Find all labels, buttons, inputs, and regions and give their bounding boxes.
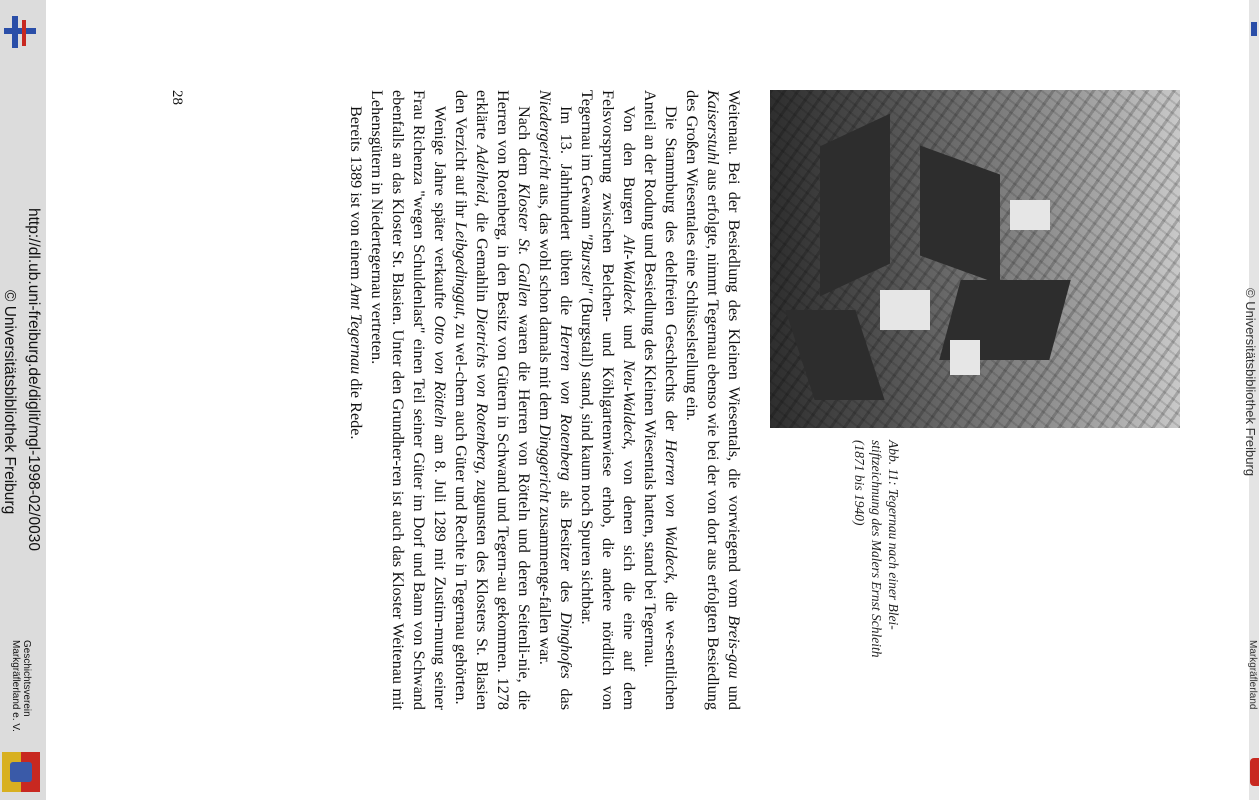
italic-term: Adelheid bbox=[473, 145, 491, 203]
society-name bbox=[10, 640, 32, 732]
italic-term: Alt-Waldeck bbox=[620, 235, 638, 314]
italic-term: Dinggericht bbox=[536, 424, 554, 503]
text-run: , die we-sentlichen Anteil an der Rodung und Besiedlung des Kleinen Wiesentals hatten, stand bei Tegernau. bbox=[641, 90, 680, 710]
text-run: Von den Burgen bbox=[620, 106, 638, 236]
italic-term: Neu-Waldeck bbox=[620, 359, 638, 446]
text-run: zusammenge-fallen war. bbox=[536, 502, 554, 665]
library-logo-icon bbox=[4, 14, 36, 48]
italic-term: Kloster St. Gallen bbox=[515, 183, 533, 307]
caption-text: Tegernau nach einer Blei-stiftzeichnung des Malers Ernst Schleith (1871 bis 1940) bbox=[852, 440, 901, 658]
paragraph bbox=[681, 90, 744, 710]
text-run: am 8. Juli 1289 mit Zustim-mung seiner Frau Richenza "wegen Schuldenlast" einen Teil seiner Güter im Dorf und Bann von Schwand ebenfalls an das Kloster St. Blasien. Unter den Grundher-ren ist auch das Kloster Weitenau mit Lehensgütern in Niedertegernau vertreten. bbox=[368, 90, 449, 711]
text-run: waren die Herren von Rötteln und deren Seitenli-nie, die Herren von Rotenberg, in den Besitz von Gütern in Schwand und Tegern-au gekommen. 1278 erklärte bbox=[473, 90, 533, 710]
text-run: Weitenau. Bei der Besiedlung des Kleinen Wiesentals, die vorwiegend vom bbox=[725, 90, 743, 616]
right-library-credit: © Universitätsbibliothek Freiburg bbox=[1243, 288, 1258, 477]
text-run: und bbox=[620, 313, 638, 360]
italic-term: Herren von Rotenberg bbox=[557, 324, 575, 481]
paragraph bbox=[534, 90, 576, 710]
italic-term: "Burstel" bbox=[578, 233, 596, 294]
italic-term: Breis-gau bbox=[725, 615, 743, 679]
village-drawing-image bbox=[770, 90, 1180, 428]
text-run: , die Gemahlin bbox=[473, 202, 491, 308]
paragraph bbox=[576, 90, 639, 710]
body-text bbox=[345, 90, 744, 710]
text-run: Bereits 1389 ist von einem bbox=[347, 106, 365, 284]
italic-term: Amt Tegernau bbox=[347, 283, 365, 375]
paragraph bbox=[345, 90, 366, 710]
italic-term: Otto von Rötteln bbox=[431, 315, 449, 428]
text-run: Wenige Jahre später verkaufte bbox=[431, 106, 449, 316]
right-logo-fragment-icon bbox=[1251, 22, 1257, 36]
society-crest-icon bbox=[2, 752, 40, 792]
right-society-name: Markgräflerland bbox=[1247, 640, 1258, 710]
paragraph bbox=[366, 90, 450, 710]
text-run: aus, das wohl schon damals mit dem bbox=[536, 179, 554, 425]
italic-term: Herren von Waldeck bbox=[662, 439, 680, 580]
italic-term: Dinghofes bbox=[557, 612, 575, 679]
text-run: , zugunsten des Klosters St. Blasien den Verzicht auf ihr bbox=[452, 90, 491, 710]
text-run: als Besitzer des bbox=[557, 480, 575, 613]
italic-term: Kaiserstuhl bbox=[704, 90, 722, 165]
text-run: , zu wel-chem auch Güter und Rechte in Tegernau gehörten. bbox=[452, 315, 470, 705]
paragraph bbox=[639, 90, 681, 710]
paragraph bbox=[450, 90, 534, 710]
text-run: Nach dem bbox=[515, 106, 533, 184]
text-run: aus erfolgte, nimmt Tegernau ebenso wie bei der von dort aus erfolgten Besiedlung des Großen Wiesentales eine Schlüsselstellung ein. bbox=[683, 90, 722, 710]
society-line-2: Markgräflerland e. V. bbox=[10, 640, 21, 732]
italic-term: Niedergericht bbox=[536, 90, 554, 180]
text-run: und bbox=[725, 678, 743, 711]
text-run: , von denen sich die eine auf dem Felsvorsprung zwischen Belchen- und Köhlgartenwiese erhob, die andere nördlich von Tegernau im Gewann bbox=[578, 90, 638, 710]
italic-term: Dietrichs von Rotenberg bbox=[473, 307, 491, 470]
document-url[interactable]: http://dl.ub.uni-freiburg.de/diglit/mgl-1998-02/0030 bbox=[25, 208, 42, 551]
caption-label: Abb. 11: bbox=[886, 440, 901, 486]
society-line-1: Geschichtsverein bbox=[21, 640, 32, 717]
text-run: Im 13. Jahrhundert übten die bbox=[557, 106, 575, 325]
right-crest-icon bbox=[1250, 758, 1259, 786]
figure-caption bbox=[851, 440, 902, 670]
page-number: 28 bbox=[169, 90, 185, 105]
text-run: die Rede. bbox=[347, 374, 365, 440]
text-run: (Burgstall) stand, sind kaum noch Spuren sichtbar. bbox=[578, 293, 596, 625]
italic-term: Leibgedinggut bbox=[452, 221, 470, 316]
text-run: Die Stammburg des edelfreien Geschlechts der bbox=[662, 106, 680, 440]
scanned-page bbox=[170, 90, 1180, 710]
text-run: das bbox=[557, 678, 575, 711]
library-credit: © Universitätsbibliothek Freiburg bbox=[1, 290, 18, 515]
